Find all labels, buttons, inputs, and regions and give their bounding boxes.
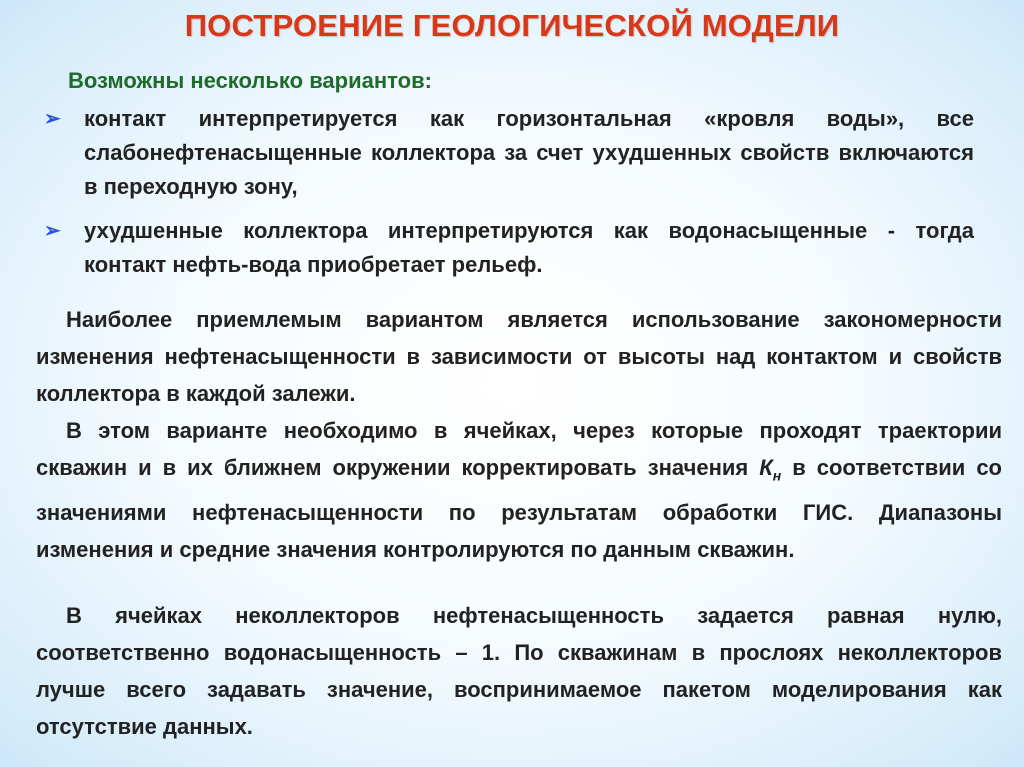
bullet-list (44, 102, 974, 292)
intro-text: Возможны несколько вариантов: (68, 68, 432, 93)
paragraph-2 (36, 412, 1002, 568)
bullet-text: ухудшенные коллектора интерпретируются как водонасыщенные - тогда контакт нефть-вода приобретает рельеф. (84, 218, 974, 277)
arrow-bullet-icon: ➢ (44, 220, 61, 242)
paragraph-2-end: в соответствии со значениями нефтенасыщенности по результатам обработки ГИС. Диапазоны изменения и средние значения контролируются по данным скважин. (36, 455, 1002, 563)
bullet-item (44, 102, 974, 204)
paragraph-2-start: В этом варианте необходимо в ячейках, через которые проходят траектории скважин и в их ближнем окружении корректировать значения (36, 418, 1002, 480)
arrow-bullet-icon: ➢ (44, 108, 61, 130)
bullet-item (44, 214, 974, 282)
paragraph-1: Наиболее приемлемым вариантом является использование закономерности изменения нефтенасыщенности в зависимости от высоты над контактом и свойств коллектора в каждой залежи. (36, 307, 1002, 406)
kn-letter: К (759, 455, 773, 480)
kn-subscript: н (772, 467, 782, 484)
bullet-text: контакт интерпретируется как горизонтальная «кровля воды», все слабонефтенасыщенные коллектора за счет ухудшенных свойств включаются в переходную зону, (84, 106, 974, 199)
paragraph-3: В ячейках неколлекторов нефтенасыщенность задается равная нулю, соответственно водонасыщенность – 1. По скважинам в прослоях неколлекторов лучше всего задавать значение, воспринимаемое пакетом моделирования как отсутствие данных. (36, 603, 1002, 739)
slide-title: ПОСТРОЕНИЕ ГЕОЛОГИЧЕСКОЙ МОДЕЛИ (184, 8, 840, 43)
kn-symbol (759, 455, 782, 484)
